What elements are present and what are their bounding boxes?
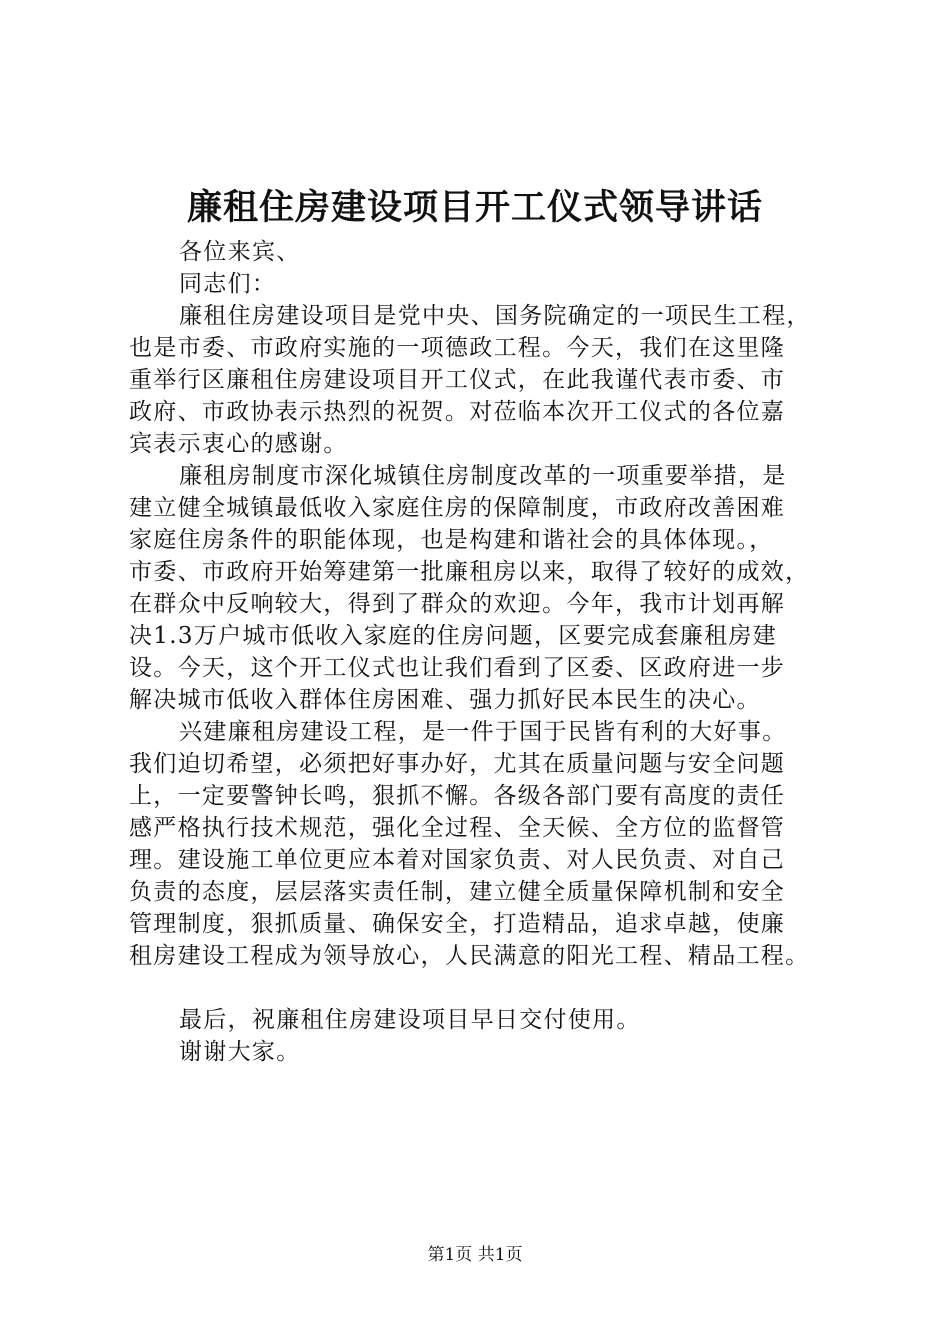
paragraph-line: 上，一定要警钟长鸣，狠抓不懈。各级各部门要有高度的责任 bbox=[129, 783, 786, 809]
paragraph-line: 感严格执行技术规范，强化全过程、全天候、全方位的监督管 bbox=[129, 815, 786, 841]
paragraph-line: 决1.3万户城市低收入家庭的住房问题，区要完成套廉租房建 bbox=[129, 623, 777, 649]
salutation-comrades: 同志们： bbox=[179, 271, 277, 297]
paragraph-line: 在群众中反响较大，得到了群众的欢迎。今年，我市计划再解 bbox=[129, 591, 786, 617]
paragraph-2 bbox=[129, 460, 829, 716]
closing-wish: 最后，祝廉租住房建设项目早日交付使用。 bbox=[179, 1007, 641, 1033]
paragraph-line: 重举行区廉租住房建设项目开工仪式，在此我谨代表市委、市 bbox=[129, 367, 786, 393]
document-title: 廉租住房建设项目开工仪式领导讲话 bbox=[186, 187, 763, 228]
paragraph-line: 廉租房制度市深化城镇住房制度改革的一项重要举措，是 bbox=[179, 463, 787, 489]
blank-line bbox=[129, 972, 829, 1004]
paragraph-line: 我们迫切希望，必须把好事办好，尤其在质量问题与安全问题 bbox=[129, 751, 786, 777]
paragraph-line: 家庭住房条件的职能体现，也是构建和谐社会的具体体现。， bbox=[129, 527, 774, 553]
paragraph-line: 负责的态度，层层落实责任制，建立健全质量保障机制和安全 bbox=[129, 879, 786, 905]
paragraph-line: 理。建设施工单位更应本着对国家负责、对人民负责、对自己 bbox=[129, 847, 786, 873]
paragraph-line: 解决城市低收入群体住房困难、强力抓好民本民生的决心。 bbox=[129, 687, 761, 713]
closing-thanks: 谢谢大家。 bbox=[179, 1039, 301, 1065]
paragraph-3 bbox=[129, 716, 829, 972]
paragraph-1 bbox=[129, 300, 829, 460]
paragraph-line: 兴建廉租房建设工程，是一件于国于民皆有利的大好事。 bbox=[179, 719, 787, 745]
paragraph-line: 设。今天，这个开工仪式也让我们看到了区委、区政府进一步 bbox=[129, 655, 786, 681]
page-footer: 第1页 共1页 bbox=[427, 1245, 523, 1265]
paragraph-line: 建立健全城镇最低收入家庭住房的保障制度，市政府改善困难 bbox=[129, 495, 786, 521]
paragraph-line: 市委、市政府开始筹建第一批廉租房以来，取得了较好的成效， bbox=[129, 559, 810, 585]
paragraph-line: 租房建设工程成为领导放心，人民满意的阳光工程、精品工程。 bbox=[129, 943, 810, 969]
salutation-guests: 各位来宾、 bbox=[179, 239, 301, 265]
paragraph-line: 政府、市政协表示热烈的祝贺。对莅临本次开工仪式的各位嘉 bbox=[129, 399, 786, 425]
paragraph-line: 宾表示衷心的感谢。 bbox=[129, 431, 348, 457]
document-body bbox=[129, 236, 829, 1068]
paragraph-line: 也是市委、市政府实施的一项德政工程。今天，我们在这里隆 bbox=[129, 335, 786, 361]
paragraph-line: 管理制度，狠抓质量、确保安全，打造精品，追求卓越，使廉 bbox=[129, 911, 786, 937]
paragraph-line: 廉租住房建设项目是党中央、国务院确定的一项民生工程， bbox=[179, 303, 811, 329]
